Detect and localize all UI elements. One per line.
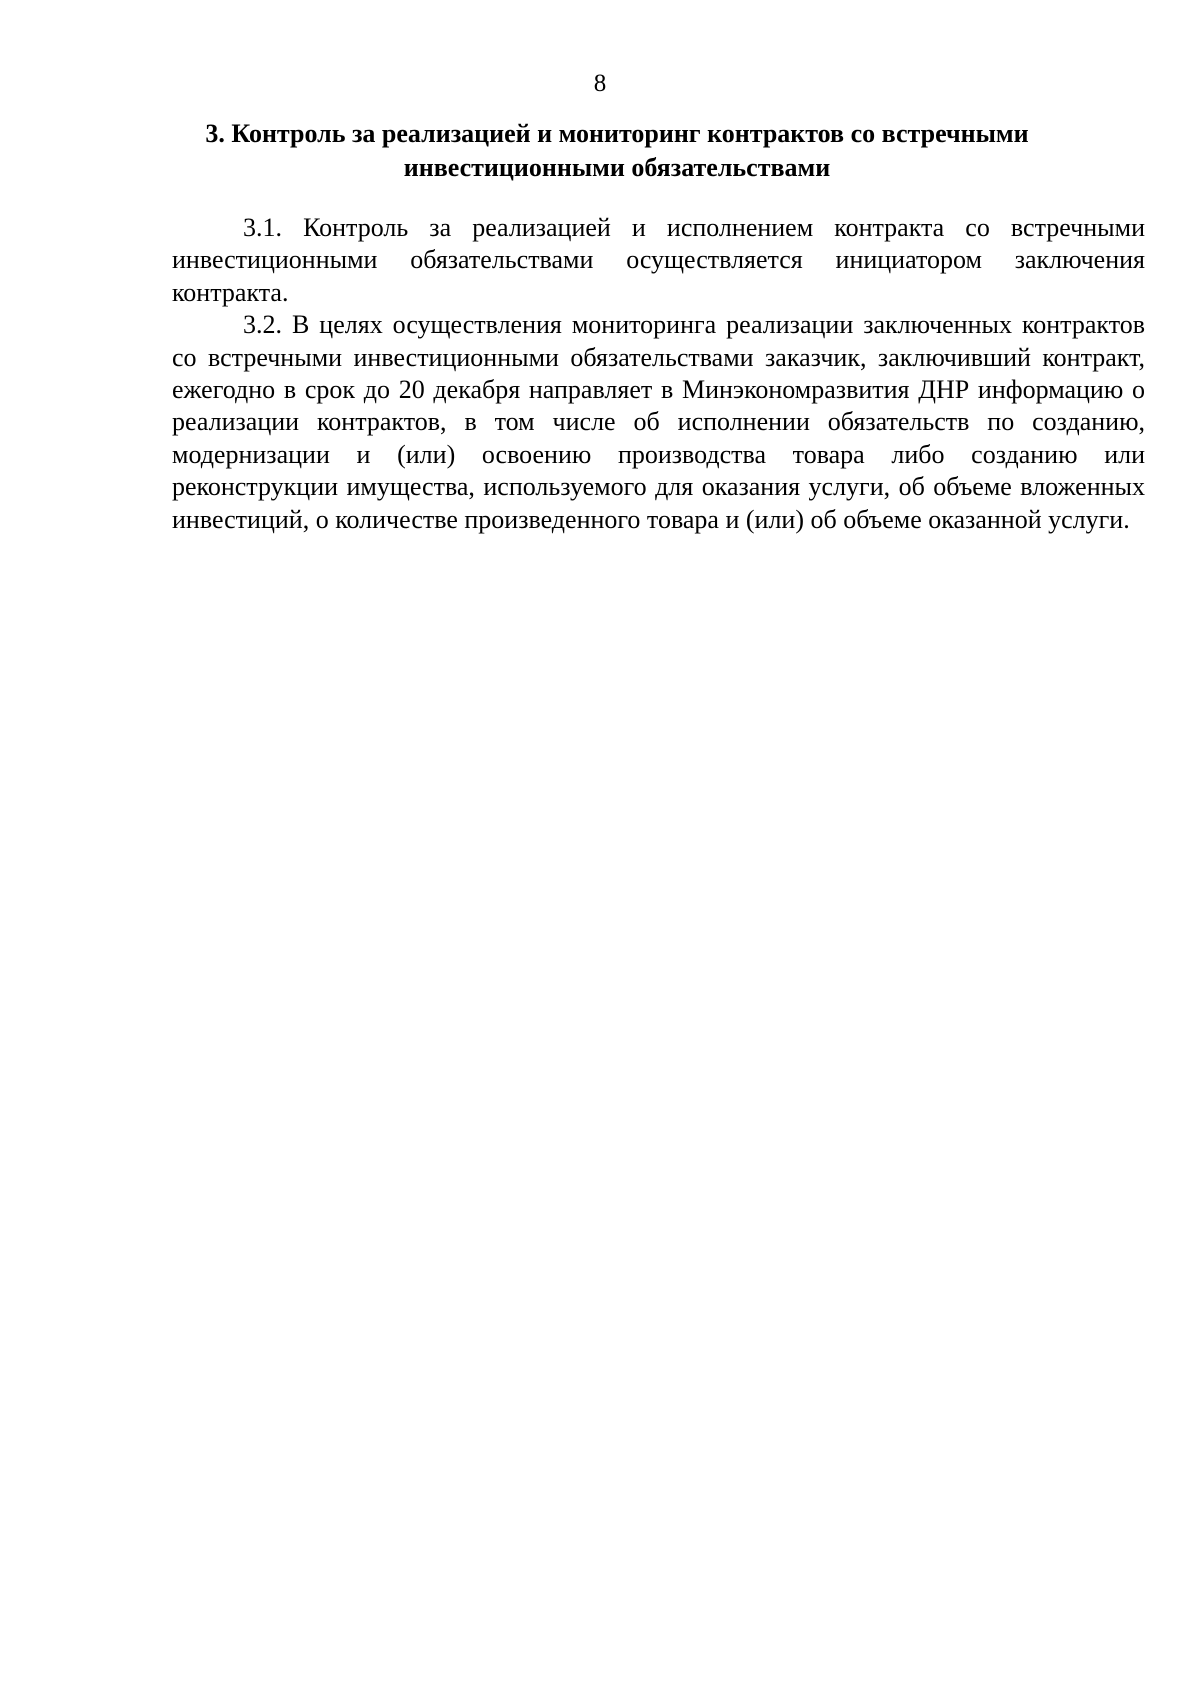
section-body [172, 212, 1145, 536]
section-title: 3. Контроль за реализацией и мониторинг контрактов со встречными инвестиционными обязательствами [205, 119, 1029, 182]
paragraph-3-2: 3.2. В целях осуществления мониторинга реализации заключенных контрактов со встречными инвестиционными обязательствами заказчик, заключивший контракт, ежегодно в срок до 20 декабря направляет в Минэкономразвития ДНР информацию о реализации контрактов, в том числе об исполнении обязательств по созданию, модернизации и (или) освоению производства товара либо созданию или реконструкции имущества, используемого для оказания услуги, об объеме вложенных инвестиций, о количестве произведенного товара и (или) об объеме оказанной услуги. [172, 310, 1145, 534]
page-number: 8 [593, 70, 607, 97]
paragraph-3-1: 3.1. Контроль за реализацией и исполнением контракта со встречными инвестиционными обязательствами осуществляется инициатором заключения контракта. [172, 213, 1145, 307]
